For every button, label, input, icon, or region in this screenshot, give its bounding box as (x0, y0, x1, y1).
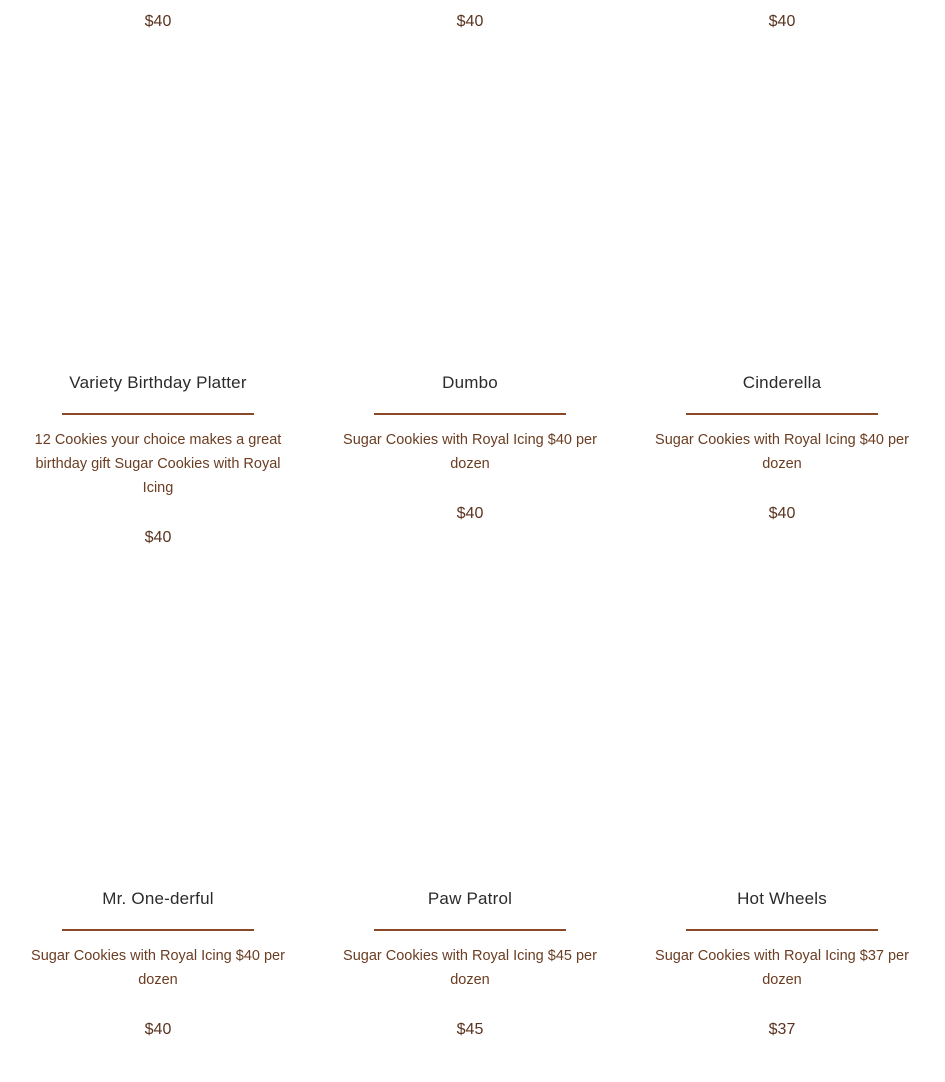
product-description: 12 Cookies your choice makes a great birthday gift Sugar Cookies with Royal Icing (34, 432, 282, 496)
product-title[interactable]: Mr. One-derful (102, 889, 214, 908)
product-description: Sugar Cookies with Royal Icing $40 per dozen (31, 948, 285, 988)
product-price: $40 (144, 13, 172, 30)
product-card[interactable] (314, 568, 626, 1068)
product-card-partial[interactable] (314, 0, 626, 40)
product-card[interactable] (2, 52, 314, 552)
product-image[interactable] (334, 52, 606, 352)
product-image[interactable] (22, 52, 294, 352)
product-image[interactable] (646, 52, 918, 352)
product-image[interactable] (22, 568, 294, 868)
product-price: $40 (768, 13, 796, 30)
title-divider (62, 413, 254, 415)
title-divider (62, 929, 254, 931)
product-title[interactable]: Hot Wheels (737, 889, 827, 908)
product-description: Sugar Cookies with Royal Icing $45 per dozen (343, 948, 597, 988)
product-card[interactable] (626, 568, 938, 1068)
product-description: Sugar Cookies with Royal Icing $37 per dozen (655, 948, 909, 988)
title-divider (374, 929, 566, 931)
product-description: Sugar Cookies with Royal Icing $40 per dozen (655, 432, 909, 472)
product-description: Sugar Cookies with Royal Icing $40 per dozen (343, 432, 597, 472)
product-title[interactable]: Paw Patrol (427, 889, 513, 908)
product-card[interactable] (626, 52, 938, 552)
product-price: $40 (144, 1021, 172, 1038)
product-card[interactable] (2, 568, 314, 1068)
product-price: $40 (768, 505, 796, 522)
title-divider (374, 413, 566, 415)
product-card-partial[interactable] (2, 0, 314, 40)
product-title[interactable]: Dumbo (442, 373, 498, 392)
product-image[interactable] (646, 568, 918, 868)
title-divider (686, 413, 878, 415)
product-price: $37 (768, 1021, 796, 1038)
product-price: $40 (456, 13, 484, 30)
title-divider (686, 929, 878, 931)
product-image[interactable] (334, 568, 606, 868)
product-title[interactable]: Variety Birthday Platter (69, 373, 247, 392)
product-card[interactable] (314, 52, 626, 552)
product-price: $45 (456, 1021, 484, 1038)
product-card-partial[interactable] (626, 0, 938, 40)
product-title[interactable]: Cinderella (742, 373, 822, 392)
product-price: $40 (456, 505, 484, 522)
product-price: $40 (144, 529, 172, 546)
